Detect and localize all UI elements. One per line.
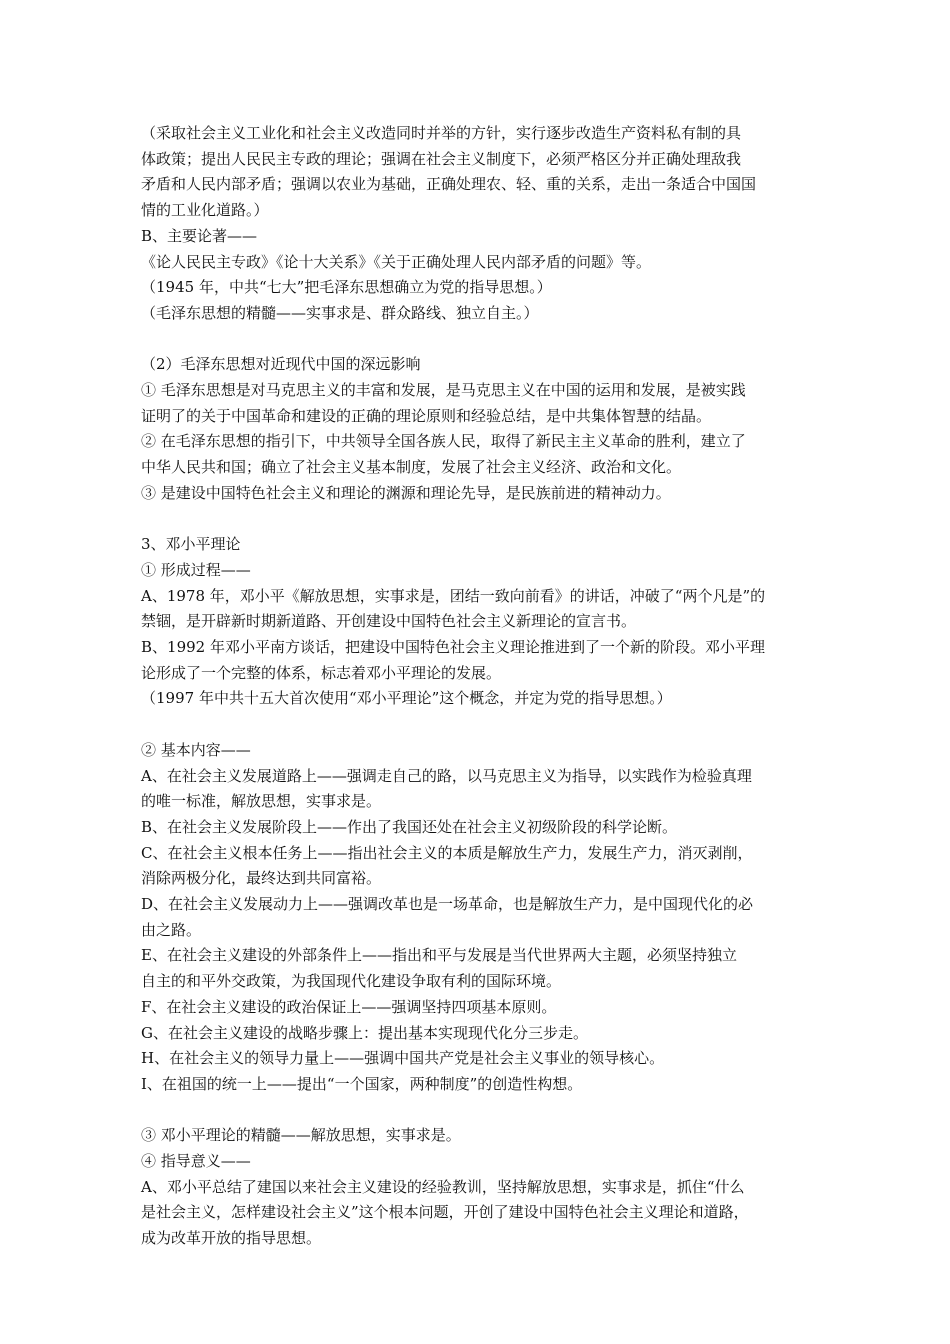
text-line: F、在社会主义建设的政治保证上——强调坚持四项基本原则。 <box>141 997 557 1016</box>
text-line: 论形成了一个完整的体系，标志着邓小平理论的发展。 <box>141 663 502 682</box>
text-line: I、在祖国的统一上——提出“一个国家，两种制度”的创造性构想。 <box>141 1074 583 1093</box>
text-line: G、在社会主义建设的战略步骤上：提出基本实现现代化分三步走。 <box>141 1023 588 1042</box>
text-line: ① 形成过程—— <box>141 560 251 579</box>
text-line: （采取社会主义工业化和社会主义改造同时并举的方针，实行逐步改造生产资料私有制的具 <box>141 124 742 142</box>
text-line: 的唯一标准，解放思想，实事求是。 <box>141 792 382 811</box>
text-line: 成为改革开放的指导思想。 <box>141 1229 322 1248</box>
text-line: 是社会主义，怎样建设社会主义”这个根本问题，开创了建设中国特色社会主义理论和道路， <box>141 1203 749 1222</box>
text-line: ① 毛泽东思想是对马克思主义的丰富和发展，是马克思主义在中国的运用和发展，是被实践 <box>141 381 746 400</box>
text-line: 3、邓小平理论 <box>141 535 241 554</box>
document-page <box>141 121 821 1252</box>
text-line: 情的工业化道路。） <box>141 201 269 220</box>
text-line: 《论人民民主专政》《论十大关系》《关于正确处理人民内部矛盾的问题》等。 <box>141 252 652 271</box>
text-line: D、在社会主义发展动力上——强调改革也是一场革命，也是解放生产力，是中国现代化的必 <box>141 895 754 914</box>
text-line: A、邓小平总结了建国以来社会主义建设的经验教训，坚持解放思想，实事求是，抓住“什么 <box>141 1177 745 1196</box>
text-line: 消除两极分化，最终达到共同富裕。 <box>141 869 382 888</box>
text-line: （2）毛泽东思想对近现代中国的深远影响 <box>141 355 421 374</box>
blank-line <box>141 712 821 738</box>
blank-line <box>141 1098 821 1124</box>
text-line: H、在社会主义的领导力量上——强调中国共产党是社会主义事业的领导核心。 <box>141 1049 665 1068</box>
text-line: ③ 邓小平理论的精髓——解放思想，实事求是。 <box>141 1126 461 1145</box>
text-line: ③ 是建设中国特色社会主义和理论的渊源和理论先导，是民族前进的精神动力。 <box>141 483 671 502</box>
text-line: B、主要论著—— <box>141 226 258 245</box>
text-line: ② 在毛泽东思想的指引下，中共领导全国各族人民，取得了新民主主义革命的胜利，建立了 <box>141 432 746 451</box>
text-line: 体政策；提出人民民主专政的理论；强调在社会主义制度下，必须严格区分并正确处理敌我 <box>141 149 742 168</box>
text-line: （1945 年，中共“七大”把毛泽东思想确立为党的指导思想。） <box>141 278 552 297</box>
text-line: （毛泽东思想的精髓——实事求是、群众路线、独立自主。） <box>141 303 539 322</box>
text-line: ④ 指导意义—— <box>141 1152 251 1171</box>
text-line: 矛盾和人民内部矛盾；强调以农业为基础，正确处理农、轻、重的关系，走出一条适合中国国 <box>141 175 757 194</box>
text-line: 禁锢，是开辟新时期新道路、开创建设中国特色社会主义新理论的宣言书。 <box>141 612 637 631</box>
text-line: A、1978 年，邓小平《解放思想，实事求是，团结一致向前看》的讲话，冲破了“两个凡是”的 <box>141 586 766 605</box>
text-line: C、在社会主义根本任务上——指出社会主义的本质是解放生产力，发展生产力，消灭剥削， <box>141 843 753 862</box>
text-line: 由之路。 <box>141 920 202 939</box>
text-line: E、在社会主义建设的外部条件上——指出和平与发展是当代世界两大主题，必须坚持独立 <box>141 946 737 965</box>
text-line: 自主的和平外交政策，为我国现代化建设争取有利的国际环境。 <box>141 972 562 991</box>
text-line: B、1992 年邓小平南方谈话，把建设中国特色社会主义理论推进到了一个新的阶段。邓小平理 <box>141 638 765 657</box>
blank-line <box>141 507 821 533</box>
text-line: 证明了的关于中国革命和建设的正确的理论原则和经验总结，是中共集体智慧的结晶。 <box>141 406 712 425</box>
text-line: ② 基本内容—— <box>141 740 251 759</box>
text-line: B、在社会主义发展阶段上——作出了我国还处在社会主义初级阶段的科学论断。 <box>141 817 678 836</box>
text-line: （1997 年中共十五大首次使用“邓小平理论”这个概念，并定为党的指导思想。） <box>141 689 672 708</box>
blank-line <box>141 327 821 353</box>
text-line: A、在社会主义发展道路上——强调走自己的路，以马克思主义为指导，以实践作为检验真理 <box>141 766 752 785</box>
text-line: 中华人民共和国；确立了社会主义基本制度，发展了社会主义经济、政治和文化。 <box>141 458 682 477</box>
